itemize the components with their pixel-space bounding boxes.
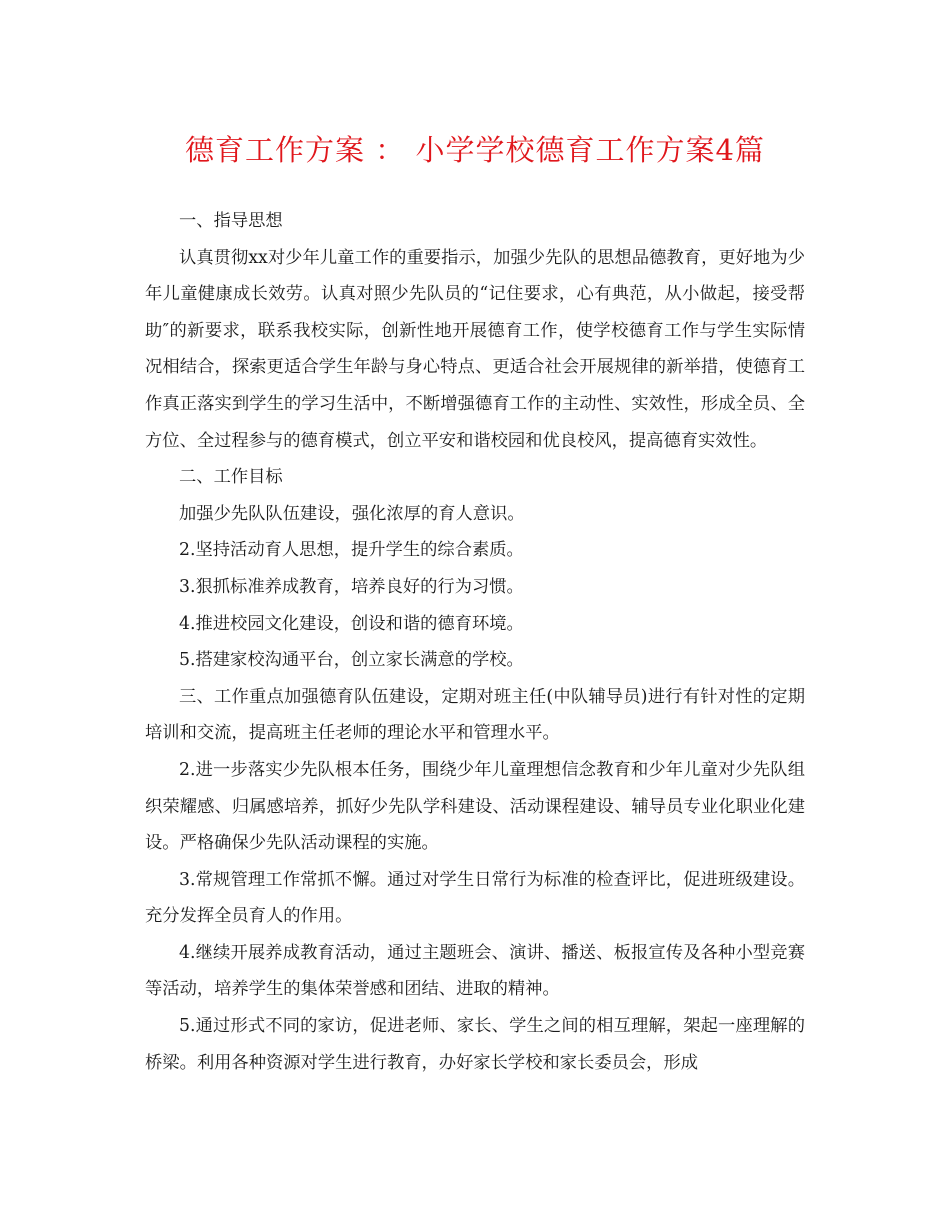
paragraph: 4.继续开展养成教育活动，通过主题班会、演讲、播送、板报宣传及各种小型竞赛等活动，培养学生的集体荣誉感和团结、进取的精神。 bbox=[145, 942, 805, 1000]
section-heading: 一、指导思想 bbox=[179, 211, 283, 231]
section-heading: 二、工作目标 bbox=[179, 467, 283, 488]
paragraph: 3.常规管理工作常抓不懈。通过对学生日常行为标准的检查评比，促进班级建设。充分发挥全员育人的作用。 bbox=[145, 869, 805, 927]
document-title: 德育工作方案 ： 小学学校德育工作方案4篇 bbox=[185, 133, 765, 167]
paragraph: 3.狠抓标准养成教育，培养良好的行为习惯。 bbox=[179, 576, 524, 597]
paragraph: 5.通过形式不同的家访，促进老师、家长、学生之间的相互理解，架起一座理解的桥梁。利用各种资源对学生进行教育，办好家长学校和家长委员会，形成 bbox=[145, 1016, 805, 1073]
paragraph: 三、工作重点加强德育队伍建设，定期对班主任(中队辅导员)进行有针对性的定期培训和交流，提高班主任老师的理论水平和管理水平。 bbox=[145, 686, 805, 744]
paragraph: 4.推进校园文化建设，创设和谐的德育环境。 bbox=[179, 613, 524, 634]
paragraph: 5.搭建家校沟通平台，创立家长满意的学校。 bbox=[179, 650, 524, 671]
paragraph: 认真贯彻xx对少年儿童工作的重要指示，加强少先队的思想品德教育，更好地为少年儿童健康成长效劳。认真对照少先队员的“记住要求，心有典范，从小做起，接受帮助″的新要求，联系我校实际，创新性地开展德育工作，使学校德育工作与学生实际情况相结合，探索更适合学生年龄与身心特点、更适合社会开展规律的新举措，使德育工作真正落实到学生的学习生活中，不断增强德育工作的主动性、实效性，形成全员、全方位、全过程参与的德育模式，创立平安和谐校园和优良校风，提高德育实效性。 bbox=[145, 247, 805, 451]
paragraph: 2.进一步落实少先队根本任务，围绕少年儿童理想信念教育和少年儿童对少先队组织荣耀感、归属感培养，抓好少先队学科建设、活动课程建设、辅导员专业化职业化建设。严格确保少先队活动课程的实施。 bbox=[145, 759, 805, 854]
paragraph: 2.坚持活动育人思想，提升学生的综合素质。 bbox=[179, 540, 524, 561]
paragraph: 加强少先队队伍建设，强化浓厚的育人意识。 bbox=[179, 503, 525, 524]
document-body bbox=[145, 203, 805, 1081]
